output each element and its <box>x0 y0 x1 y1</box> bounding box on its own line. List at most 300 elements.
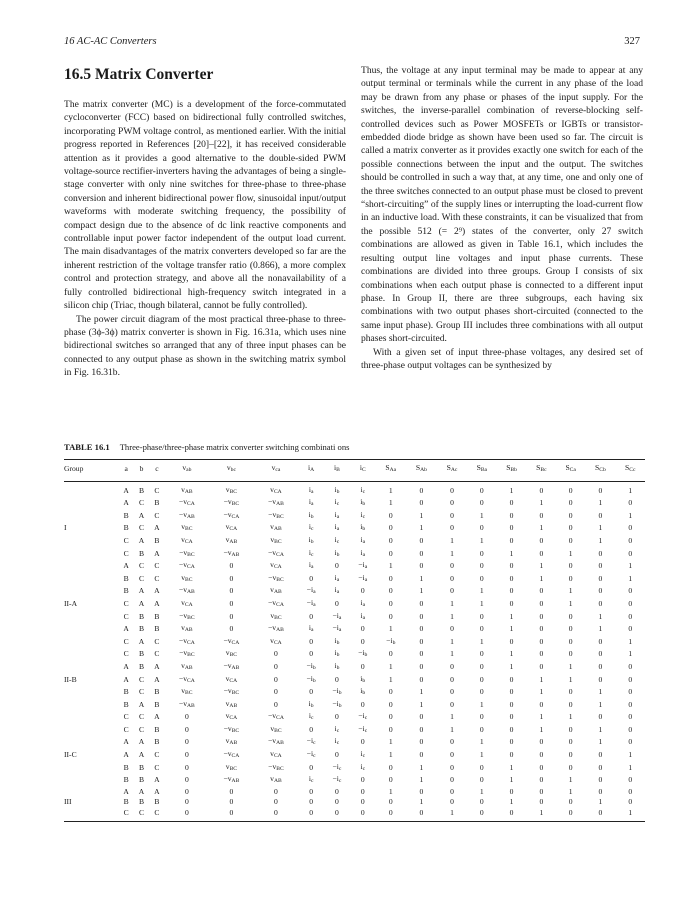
table-cell: 0 <box>628 661 633 671</box>
table-cell: 1 <box>388 750 393 760</box>
table-row <box>64 674 645 687</box>
table-cell: 0 <box>628 712 633 722</box>
table-cell: −vBC <box>223 686 240 697</box>
table-cell <box>64 611 118 624</box>
table-cell: −vAB <box>268 623 284 634</box>
table-cell: 0 <box>229 786 234 796</box>
table-cell: 0 <box>388 687 393 697</box>
table-cell: 0 <box>539 586 544 596</box>
table-cell: B <box>154 535 160 545</box>
table-cell: vAB <box>270 774 282 785</box>
table-cell: A <box>138 586 145 596</box>
table-cell: 0 <box>539 624 544 634</box>
table-cell: 1 <box>568 674 573 684</box>
table-cell: 0 <box>388 548 393 558</box>
table-cell: A <box>138 636 145 646</box>
table-cell: 1 <box>450 598 454 608</box>
table-cell: −vAB <box>223 660 240 671</box>
table-cell: ia <box>308 484 314 495</box>
table-cell <box>64 762 118 775</box>
column-header: SBa <box>467 460 496 482</box>
table-cell: vCA <box>181 597 193 608</box>
table-cell: 0 <box>568 573 573 583</box>
table-cell: C <box>138 674 145 684</box>
switching-table <box>64 440 645 822</box>
table-cell: 0 <box>479 498 484 508</box>
table-cell: B <box>138 485 145 495</box>
table-cell: vCA <box>225 673 238 684</box>
table-cell <box>64 808 118 821</box>
column-header: SCb <box>585 460 615 482</box>
table-cell: ib <box>308 534 314 545</box>
column-header: SCc <box>616 460 645 482</box>
table-cell: 0 <box>350 808 376 821</box>
table-cell: 0 <box>479 548 484 558</box>
table-cell: ic <box>360 749 366 760</box>
table-row <box>64 481 645 497</box>
table-row <box>64 598 645 611</box>
table-cell: 0 <box>509 598 514 608</box>
table-cell: 0 <box>165 808 210 821</box>
table-cell: 0 <box>419 498 424 508</box>
table-caption-text: Three-phase/three-phase matrix converter switching combinati ons <box>119 442 350 452</box>
table-cell: −vCA <box>178 497 195 508</box>
table-cell: B <box>138 797 145 807</box>
table-row <box>64 749 645 762</box>
table-cell: 1 <box>628 485 633 495</box>
table-cell: 0 <box>419 548 424 558</box>
table-cell: 1 <box>539 561 544 571</box>
table-cell: 0 <box>388 598 393 608</box>
table-cell: 0 <box>509 636 514 646</box>
table-cell <box>64 661 118 674</box>
table-cell: 1 <box>479 598 484 608</box>
table-cell: 0 <box>568 636 573 646</box>
table-cell: ia <box>360 534 366 545</box>
table-cell: B <box>123 699 129 709</box>
table-cell: 1 <box>539 724 544 734</box>
table-cell: −vBC <box>179 610 195 621</box>
table-cell: 0 <box>539 485 544 495</box>
table-cell: C <box>138 498 145 508</box>
table-cell: 1 <box>539 573 544 583</box>
table-cell: 1 <box>509 611 514 621</box>
table-cell: −vCA <box>268 597 284 608</box>
table-cell: −ic <box>332 761 342 772</box>
column-header: SCa <box>556 460 585 482</box>
table-cell: 0 <box>598 561 603 571</box>
table-cell: 0 <box>539 636 544 646</box>
table-row <box>64 611 645 624</box>
table-cell: 0 <box>450 750 454 760</box>
table-cell: 1 <box>450 636 454 646</box>
table-cell: 1 <box>388 485 393 495</box>
table-cell: A <box>154 775 160 785</box>
table-cell: ib <box>334 660 340 671</box>
table-cell: 0 <box>509 750 514 760</box>
table-cell: 0 <box>360 797 365 807</box>
table-cell: C <box>149 808 164 821</box>
table-cell: −vCA <box>178 673 195 684</box>
table-cell: 0 <box>539 611 544 621</box>
table-cell: 1 <box>598 737 603 747</box>
table-cell: 1 <box>509 797 514 807</box>
running-header <box>64 36 640 52</box>
table-cell: B <box>154 624 160 634</box>
table-cell: 1 <box>568 712 573 722</box>
table-cell: −ia <box>332 623 342 634</box>
table-cell: 0 <box>598 712 603 722</box>
table-cell: 0 <box>479 724 484 734</box>
table-cell: 0 <box>229 797 234 807</box>
table-cell: A <box>154 548 160 558</box>
table-cell: C <box>123 548 129 558</box>
table-cell: 1 <box>479 510 484 520</box>
table-row <box>64 623 645 636</box>
column-header: b <box>134 460 149 482</box>
table-cell: B <box>123 687 129 697</box>
table-cell: −vBC <box>268 572 284 583</box>
table-cell: 0 <box>298 808 324 821</box>
table-row <box>64 699 645 712</box>
table-cell: 1 <box>419 510 424 520</box>
table-cell: B <box>123 762 129 772</box>
table-cell: 0 <box>628 737 633 747</box>
table-cell: 0 <box>496 808 526 821</box>
table-row <box>64 560 645 573</box>
table-cell: 1 <box>628 510 633 520</box>
table-cell <box>64 481 118 497</box>
table-cell: −vBC <box>268 509 284 520</box>
table-cell: 0 <box>479 649 484 659</box>
table-cell: 1 <box>479 636 484 646</box>
table-cell: 0 <box>598 548 603 558</box>
table-cell: 0 <box>568 762 573 772</box>
table-cell: 0 <box>509 674 514 684</box>
table-cell: 0 <box>309 649 314 659</box>
table-cell: −vCA <box>223 635 240 646</box>
table-cell: 0 <box>309 687 314 697</box>
table-cell: C <box>123 598 129 608</box>
table-cell: ic <box>308 711 314 722</box>
table-cell: 1 <box>628 636 633 646</box>
table-caption <box>64 440 645 454</box>
table-cell: 0 <box>388 699 393 709</box>
table-cell: 1 <box>509 649 514 659</box>
table-cell: 1 <box>628 750 633 760</box>
table-cell: 0 <box>479 712 484 722</box>
table-cell: 1 <box>450 712 454 722</box>
table-cell: ic <box>360 484 366 495</box>
table-cell: 1 <box>568 598 573 608</box>
table-cell: ib <box>334 547 340 558</box>
table-cell: 0 <box>419 636 424 646</box>
table-cell: −vCA <box>268 711 284 722</box>
table-cell <box>64 585 118 598</box>
table-cell: 0 <box>628 775 633 785</box>
table-cell: vCA <box>225 522 238 533</box>
table-cell: ib <box>360 673 366 684</box>
table-cell: 0 <box>628 624 633 634</box>
table-cell: 1 <box>527 808 556 821</box>
table-cell: 0 <box>598 661 603 671</box>
table-cell: B <box>138 775 145 785</box>
table-cell: vAB <box>181 484 193 495</box>
table-cell: −vBC <box>268 761 284 772</box>
table-cell: 0 <box>479 561 484 571</box>
column-header: SAc <box>437 460 467 482</box>
table-cell: A <box>138 750 145 760</box>
table-cell: II-A <box>64 598 78 608</box>
table-cell: C <box>154 510 160 520</box>
table-cell: B <box>138 624 145 634</box>
table-cell: 1 <box>598 535 603 545</box>
table-cell: 0 <box>628 586 633 596</box>
column-header: vab <box>165 460 210 482</box>
table-cell: 0 <box>309 797 314 807</box>
table-cell: 0 <box>388 523 393 533</box>
table-cell: 0 <box>450 786 454 796</box>
table-cell: 0 <box>568 535 573 545</box>
table-cell: 0 <box>419 624 424 634</box>
table-cell: 0 <box>184 724 189 734</box>
table-cell: A <box>154 598 160 608</box>
table-cell: 0 <box>360 737 365 747</box>
table-cell: 0 <box>360 786 365 796</box>
table-cell: 0 <box>419 786 424 796</box>
table-cell: vAB <box>270 585 282 596</box>
table-cell: 0 <box>509 510 514 520</box>
table-cell: 1 <box>419 699 424 709</box>
table-cell: 0 <box>450 485 454 495</box>
table-cell: 1 <box>568 661 573 671</box>
table-cell: 0 <box>309 573 314 583</box>
table-cell: −ia <box>358 572 368 583</box>
table-cell: −vCA <box>223 749 240 760</box>
table-cell: 0 <box>450 687 454 697</box>
table-cell: 0 <box>539 649 544 659</box>
table-cell: 1 <box>479 737 484 747</box>
table-cell: B <box>138 762 145 772</box>
table-cell: vAB <box>225 534 238 545</box>
table-cell: C <box>138 724 145 734</box>
table-cell: C <box>138 523 145 533</box>
table-cell: 0 <box>556 808 585 821</box>
table-cell <box>64 774 118 787</box>
table-cell: A <box>123 498 129 508</box>
table-cell: 0 <box>450 510 454 520</box>
table-cell: B <box>154 737 160 747</box>
table-cell: C <box>123 535 129 545</box>
table-cell: 0 <box>274 674 278 684</box>
table-cell: 0 <box>335 786 339 796</box>
table-cell: C <box>138 712 145 722</box>
table-cell: 0 <box>450 498 454 508</box>
table-cell: ia <box>360 610 366 621</box>
table-row <box>64 787 645 798</box>
table-cell: B <box>138 611 145 621</box>
table-cell: 0 <box>360 624 365 634</box>
table-cell: 1 <box>419 586 424 596</box>
table-cell: ib <box>360 522 366 533</box>
table-cell: 1 <box>437 808 467 821</box>
table-cell: ib <box>360 497 366 508</box>
table-cell: 1 <box>479 750 484 760</box>
table-body <box>64 481 645 821</box>
table-cell: 0 <box>628 523 633 533</box>
table-cell: 0 <box>479 523 484 533</box>
table-row <box>64 510 645 523</box>
column-header: SAa <box>376 460 406 482</box>
table-cell: 1 <box>616 808 645 821</box>
table-cell: vBC <box>270 534 282 545</box>
table-cell: 0 <box>450 674 454 684</box>
table-cell: 0 <box>335 598 339 608</box>
table-cell: A <box>123 661 129 671</box>
table-cell: 1 <box>419 775 424 785</box>
table-cell: A <box>138 737 145 747</box>
table-cell: 0 <box>184 712 189 722</box>
table-cell: ib <box>308 698 314 709</box>
table-row <box>64 497 645 510</box>
table-cell <box>64 497 118 510</box>
table-cell: 1 <box>419 687 424 697</box>
table-cell: 0 <box>568 523 573 533</box>
table-cell: vCA <box>270 484 282 495</box>
table-cell: 0 <box>628 498 633 508</box>
table-cell: vAB <box>181 660 193 671</box>
table-cell: 1 <box>568 786 573 796</box>
table-cell: 1 <box>479 786 484 796</box>
table-cell: 0 <box>509 586 514 596</box>
table-cell: −ic <box>358 723 368 734</box>
table-cell: 1 <box>598 724 603 734</box>
table-cell: 0 <box>628 786 633 796</box>
table-cell: −vAB <box>178 509 195 520</box>
column-header: Group <box>64 460 118 482</box>
table-cell: 1 <box>419 797 424 807</box>
table-cell: 0 <box>509 786 514 796</box>
table-label: TABLE 16.1 <box>64 442 110 452</box>
table-cell: −ic <box>332 774 342 785</box>
switching-combinations-table <box>64 459 645 822</box>
table-cell: 1 <box>598 699 603 709</box>
table-cell: 0 <box>568 699 573 709</box>
table-cell: 0 <box>598 573 603 583</box>
table-cell: A <box>123 750 129 760</box>
table-cell: I <box>64 523 67 533</box>
table-cell: 0 <box>479 611 484 621</box>
table-cell: 0 <box>419 661 424 671</box>
table-row <box>64 762 645 775</box>
table-cell: 0 <box>184 786 189 796</box>
table-cell: −vCA <box>178 560 195 571</box>
table-cell: C <box>154 636 160 646</box>
table-row <box>64 724 645 737</box>
table-cell: 1 <box>598 498 603 508</box>
table-cell: B <box>154 797 160 807</box>
table-cell: A <box>138 510 145 520</box>
table-cell: 1 <box>509 624 514 634</box>
table-cell: 0 <box>598 586 603 596</box>
table-cell: C <box>154 573 160 583</box>
table-cell: B <box>154 724 160 734</box>
table-cell: A <box>123 786 129 796</box>
table-row <box>64 774 645 787</box>
table-cell: 0 <box>450 661 454 671</box>
table-cell: 0 <box>539 510 544 520</box>
table-cell: 0 <box>419 724 424 734</box>
table-cell: vAB <box>181 623 193 634</box>
table-cell: 1 <box>388 737 393 747</box>
table-cell: A <box>154 674 160 684</box>
table-cell: 0 <box>184 737 189 747</box>
table-cell: 0 <box>479 775 484 785</box>
table-cell: 0 <box>509 712 514 722</box>
table-cell: ic <box>308 547 314 558</box>
table-cell: A <box>138 535 145 545</box>
table-cell: 0 <box>568 737 573 747</box>
table-cell: B <box>123 523 129 533</box>
table-cell: 0 <box>274 649 278 659</box>
table-cell: 0 <box>229 624 234 634</box>
table-cell: 0 <box>335 797 339 807</box>
table-cell <box>64 636 118 649</box>
table-cell: 0 <box>479 797 484 807</box>
table-cell: 0 <box>335 561 339 571</box>
table-cell: vBC <box>181 686 193 697</box>
table-cell: B <box>138 661 145 671</box>
table-cell: 1 <box>388 498 393 508</box>
table-cell: 1 <box>568 775 573 785</box>
table-cell <box>64 724 118 737</box>
table-cell: 0 <box>388 797 393 807</box>
table-cell <box>64 510 118 523</box>
table-cell: −ib <box>358 648 368 659</box>
table-cell: −vCA <box>178 635 195 646</box>
table-cell: ic <box>334 736 340 747</box>
table-cell: ic <box>360 761 366 772</box>
table-row <box>64 648 645 661</box>
table-cell: 0 <box>539 548 544 558</box>
table-cell: 0 <box>229 573 234 583</box>
table-cell: 0 <box>309 724 314 734</box>
table-cell: 0 <box>184 797 189 807</box>
table-cell: C <box>138 561 145 571</box>
table-cell: B <box>123 797 129 807</box>
table-cell: −vBC <box>179 547 195 558</box>
table-cell: ib <box>360 686 366 697</box>
table-cell: 0 <box>598 750 603 760</box>
table-cell: B <box>123 586 129 596</box>
table-cell: vAB <box>225 736 238 747</box>
table-cell: ia <box>360 547 366 558</box>
table-cell: 0 <box>229 586 234 596</box>
table-cell: ic <box>308 522 314 533</box>
table-cell: A <box>154 712 160 722</box>
table-cell: −ia <box>332 610 342 621</box>
table-cell: −vAB <box>268 736 284 747</box>
table-cell: 1 <box>479 699 484 709</box>
table-cell: C <box>134 808 149 821</box>
table-cell: −ia <box>306 585 316 596</box>
table-cell: vCA <box>270 635 282 646</box>
table-cell: 0 <box>598 775 603 785</box>
table-row <box>64 522 645 535</box>
table-cell: A <box>138 598 145 608</box>
table-cell: ib <box>308 509 314 520</box>
table-cell: B <box>123 510 129 520</box>
